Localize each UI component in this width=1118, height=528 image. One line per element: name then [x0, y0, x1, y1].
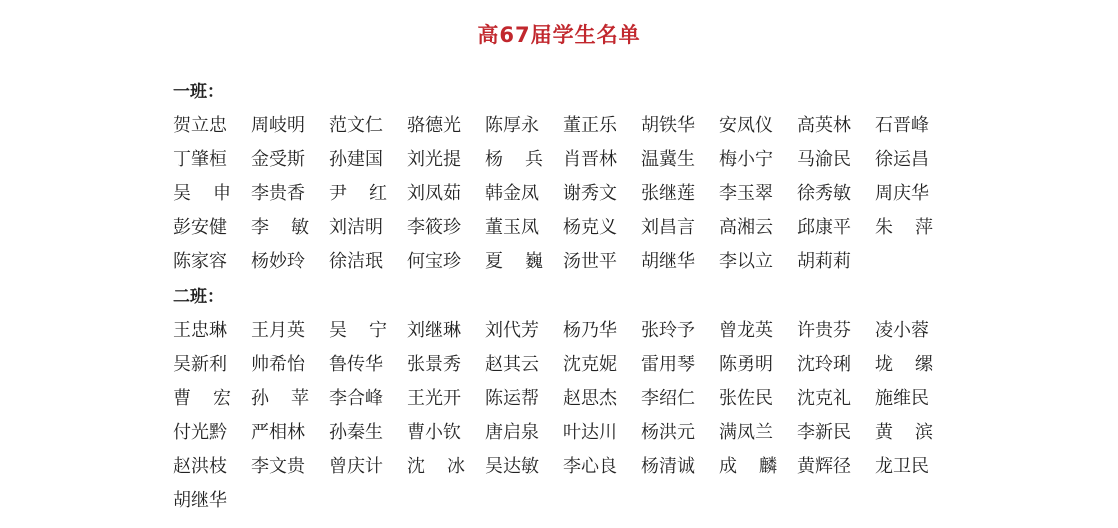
class-heading: 二班： — [173, 287, 224, 307]
student-name: 施维民 — [875, 388, 929, 409]
student-name: 刘光提 — [407, 149, 461, 170]
student-name: 范文仁 — [329, 115, 383, 136]
student-name: 徐运昌 — [875, 149, 929, 170]
student-name: 沈 冰 — [407, 456, 465, 477]
student-name: 沈克妮 — [563, 354, 617, 375]
student-name: 杨克义 — [563, 217, 617, 238]
student-name: 付光黔 — [173, 422, 227, 443]
student-name: 徐洁珉 — [329, 251, 383, 272]
student-name: 孙建国 — [329, 149, 383, 170]
student-name: 孙 苹 — [251, 388, 309, 409]
student-name: 曹 宏 — [173, 388, 231, 409]
student-name: 安凤仪 — [719, 115, 773, 136]
student-name: 韩金凤 — [485, 183, 539, 204]
student-name: 肖晋林 — [563, 149, 617, 170]
student-name: 刘凤茹 — [407, 183, 461, 204]
student-name: 吴新利 — [173, 354, 227, 375]
student-name: 马渝民 — [797, 149, 851, 170]
student-name: 沈玲琍 — [797, 354, 851, 375]
student-name: 王光开 — [407, 388, 461, 409]
student-name: 张景秀 — [407, 354, 461, 375]
student-name: 张玲予 — [641, 320, 695, 341]
student-name: 刘昌言 — [641, 217, 695, 238]
student-name: 王忠琳 — [173, 320, 227, 341]
student-name: 杨乃华 — [563, 320, 617, 341]
student-name: 李文贵 — [251, 456, 305, 477]
student-name: 丁肇桓 — [173, 149, 227, 170]
student-name: 王月英 — [251, 320, 305, 341]
student-name: 杨洪元 — [641, 422, 695, 443]
student-name: 胡莉莉 — [797, 251, 851, 272]
student-name: 胡铁华 — [641, 115, 695, 136]
student-name: 黄 滨 — [875, 422, 933, 443]
student-name: 黄辉径 — [797, 456, 851, 477]
student-name: 张佐民 — [719, 388, 773, 409]
student-name: 唐启泉 — [485, 422, 539, 443]
student-name: 雷用琴 — [641, 354, 695, 375]
student-name: 吴达敏 — [485, 456, 539, 477]
student-name: 朱 萍 — [875, 217, 933, 238]
student-name: 刘继琳 — [407, 320, 461, 341]
student-name: 杨妙玲 — [251, 251, 305, 272]
student-name: 鲁传华 — [329, 354, 383, 375]
student-name: 陈勇明 — [719, 354, 773, 375]
student-name: 何宝珍 — [407, 251, 461, 272]
student-name: 曹小钦 — [407, 422, 461, 443]
student-name: 谢秀文 — [563, 183, 617, 204]
student-name: 成 麟 — [719, 456, 777, 477]
student-name: 张继莲 — [641, 183, 695, 204]
student-name: 杨 兵 — [485, 149, 543, 170]
student-name: 徐秀敏 — [797, 183, 851, 204]
class-one-section — [173, 75, 973, 279]
student-name: 贺立忠 — [173, 115, 227, 136]
student-name: 吴 宁 — [329, 320, 387, 341]
student-name: 高湘云 — [719, 217, 773, 238]
student-name: 李以立 — [719, 251, 773, 272]
student-name: 李玉翠 — [719, 183, 773, 204]
student-name: 吴 申 — [173, 183, 231, 204]
class-heading: 一班： — [173, 82, 224, 102]
student-name: 胡继华 — [173, 490, 227, 511]
student-name: 胡继华 — [641, 251, 695, 272]
student-name: 垅 缧 — [875, 354, 933, 375]
student-name: 周岐明 — [251, 115, 305, 136]
student-name: 高英林 — [797, 115, 851, 136]
student-name: 陈家容 — [173, 251, 227, 272]
student-name: 汤世平 — [563, 251, 617, 272]
student-name: 李筱珍 — [407, 217, 461, 238]
student-name: 赵思杰 — [563, 388, 617, 409]
student-name: 陈运帮 — [485, 388, 539, 409]
student-name: 叶达川 — [563, 422, 617, 443]
student-name: 石晋峰 — [875, 115, 929, 136]
student-name: 曾庆计 — [329, 456, 383, 477]
student-name: 李合峰 — [329, 388, 383, 409]
student-name: 凌小蓉 — [875, 320, 929, 341]
student-name: 梅小宁 — [719, 149, 773, 170]
student-name: 帅希怡 — [251, 354, 305, 375]
student-name: 尹 红 — [329, 183, 387, 204]
student-name: 温冀生 — [641, 149, 695, 170]
student-name: 赵其云 — [485, 354, 539, 375]
student-name: 严相林 — [251, 422, 305, 443]
student-name: 许贵芬 — [797, 320, 851, 341]
name-list — [173, 314, 973, 518]
student-name: 李绍仁 — [641, 388, 695, 409]
student-name: 赵洪枝 — [173, 456, 227, 477]
student-name: 李新民 — [797, 422, 851, 443]
student-name: 董玉凤 — [485, 217, 539, 238]
student-name: 李贵香 — [251, 183, 305, 204]
class-two-section — [173, 280, 973, 518]
student-name: 曾龙英 — [719, 320, 773, 341]
student-name: 金受斯 — [251, 149, 305, 170]
student-name: 邱康平 — [797, 217, 851, 238]
student-name: 周庆华 — [875, 183, 929, 204]
student-name: 孙秦生 — [329, 422, 383, 443]
student-name: 杨清诚 — [641, 456, 695, 477]
student-name: 李 敏 — [251, 217, 309, 238]
student-name: 彭安健 — [173, 217, 227, 238]
student-name: 刘洁明 — [329, 217, 383, 238]
student-name: 骆德光 — [407, 115, 461, 136]
student-name: 陈厚永 — [485, 115, 539, 136]
name-list — [173, 109, 973, 279]
student-name: 李心良 — [563, 456, 617, 477]
student-name: 夏 巍 — [485, 251, 543, 272]
student-name: 满凤兰 — [719, 422, 773, 443]
student-name: 沈克礼 — [797, 388, 851, 409]
student-name: 刘代芳 — [485, 320, 539, 341]
student-name: 龙卫民 — [875, 456, 929, 477]
page-title: 高67届学生名单 — [477, 23, 641, 47]
student-name: 董正乐 — [563, 115, 617, 136]
